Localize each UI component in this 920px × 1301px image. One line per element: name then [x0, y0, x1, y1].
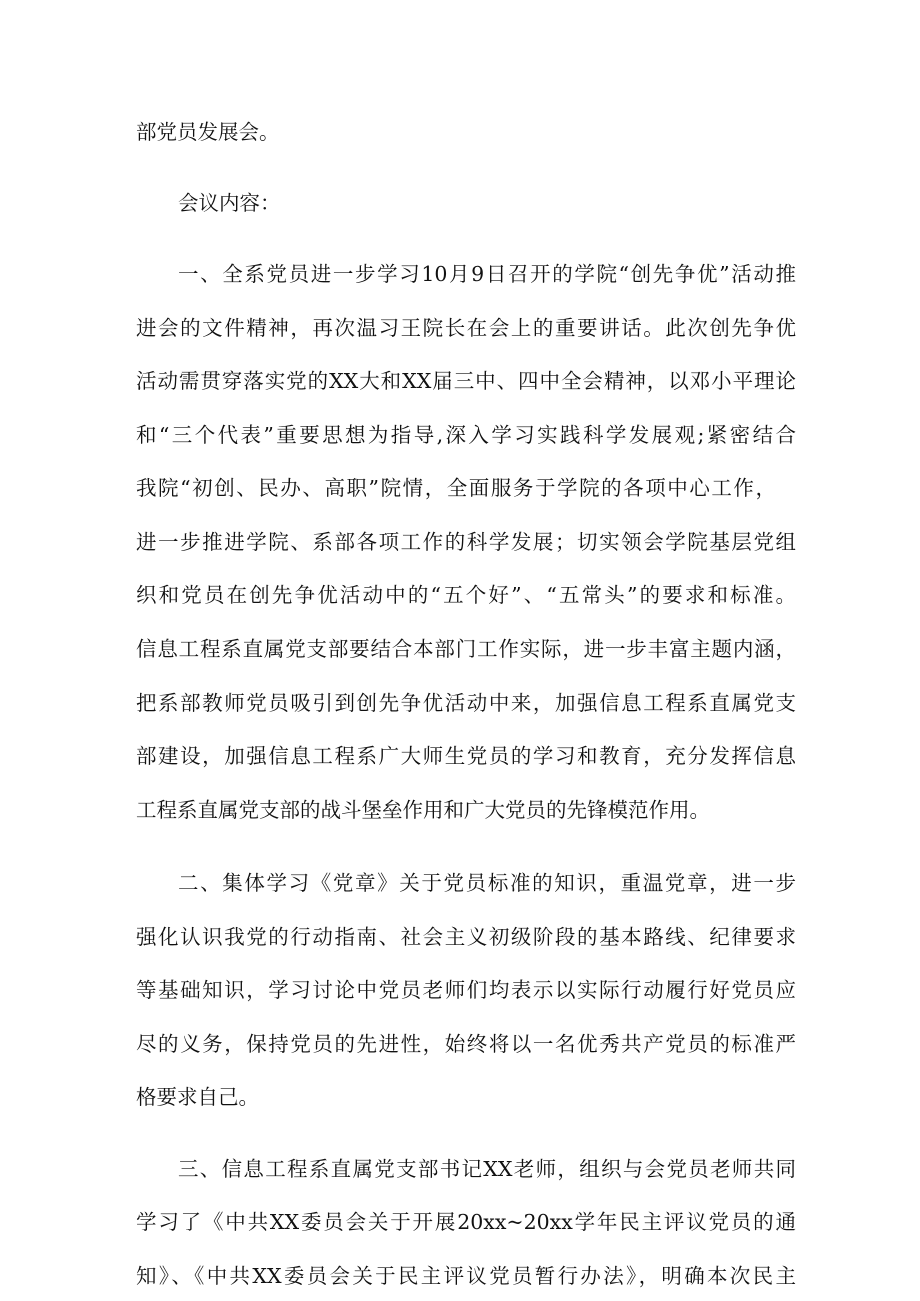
paragraph-line: 三、信息工程系直属党支部书记XX老师，组织与会党员老师共同 — [178, 1157, 796, 1181]
paragraph-line: 格要求自己。 — [136, 1085, 259, 1109]
section-heading: 会议内容： — [178, 191, 281, 215]
paragraph-line: 进一步推进学院、系部各项工作的科学发展；切实领会学院基层党组 — [136, 530, 796, 554]
paragraph-line: 我院“初创、民办、高职”院情，全面服务于学院的各项中心工作， — [136, 476, 776, 500]
paragraph-line: 进会的文件精神，再次温习王院长在会上的重要讲话。此次创先争优 — [136, 316, 796, 340]
paragraph-line: 活动需贯穿落实党的XX大和XX届三中、四中全会精神，以邓小平理论 — [136, 369, 796, 393]
paragraph-line: 等基础知识，学习讨论中党员老师们均表示以实际行动履行好党员应 — [136, 978, 796, 1002]
paragraph-line: 学习了《中共XX委员会关于开展20xx~20xx学年民主评议党员的通 — [136, 1210, 796, 1234]
paragraph-line: 强化认识我党的行动指南、社会主义初级阶段的基本路线、纪律要求 — [136, 925, 796, 949]
text-line: 部党员发展会。 — [136, 120, 280, 144]
paragraph-line: 工程系直属党支部的战斗堡垒作用和广大党员的先锋模范作用。 — [136, 798, 710, 822]
paragraph-line: 一、全系党员进一步学习10月9日召开的学院“创先争优”活动推 — [178, 262, 796, 286]
paragraph-line: 把系部教师党员吸引到创先争优活动中来，加强信息工程系直属党支 — [136, 691, 796, 715]
paragraph-line: 部建设，加强信息工程系广大师生党员的学习和教育，充分发挥信息 — [136, 744, 796, 768]
paragraph-line: 知》、《中共XX委员会关于民主评议党员暂行办法》，明确本次民主 — [136, 1264, 796, 1288]
paragraph-line: 二、集体学习《党章》关于党员标准的知识，重温党章，进一步 — [178, 871, 796, 895]
paragraph-line: 和“三个代表”重要思想为指导,深入学习实践科学发展观;紧密结合 — [136, 423, 796, 447]
paragraph-line: 织和党员在创先争优活动中的“五个好”、“五常头”的要求和标准。 — [136, 583, 796, 607]
paragraph-line: 尽的义务，保持党员的先进性，始终将以一名优秀共产党员的标准严 — [136, 1032, 796, 1056]
paragraph-line: 信息工程系直属党支部要结合本部门工作实际，进一步丰富主题内涵， — [136, 637, 796, 661]
